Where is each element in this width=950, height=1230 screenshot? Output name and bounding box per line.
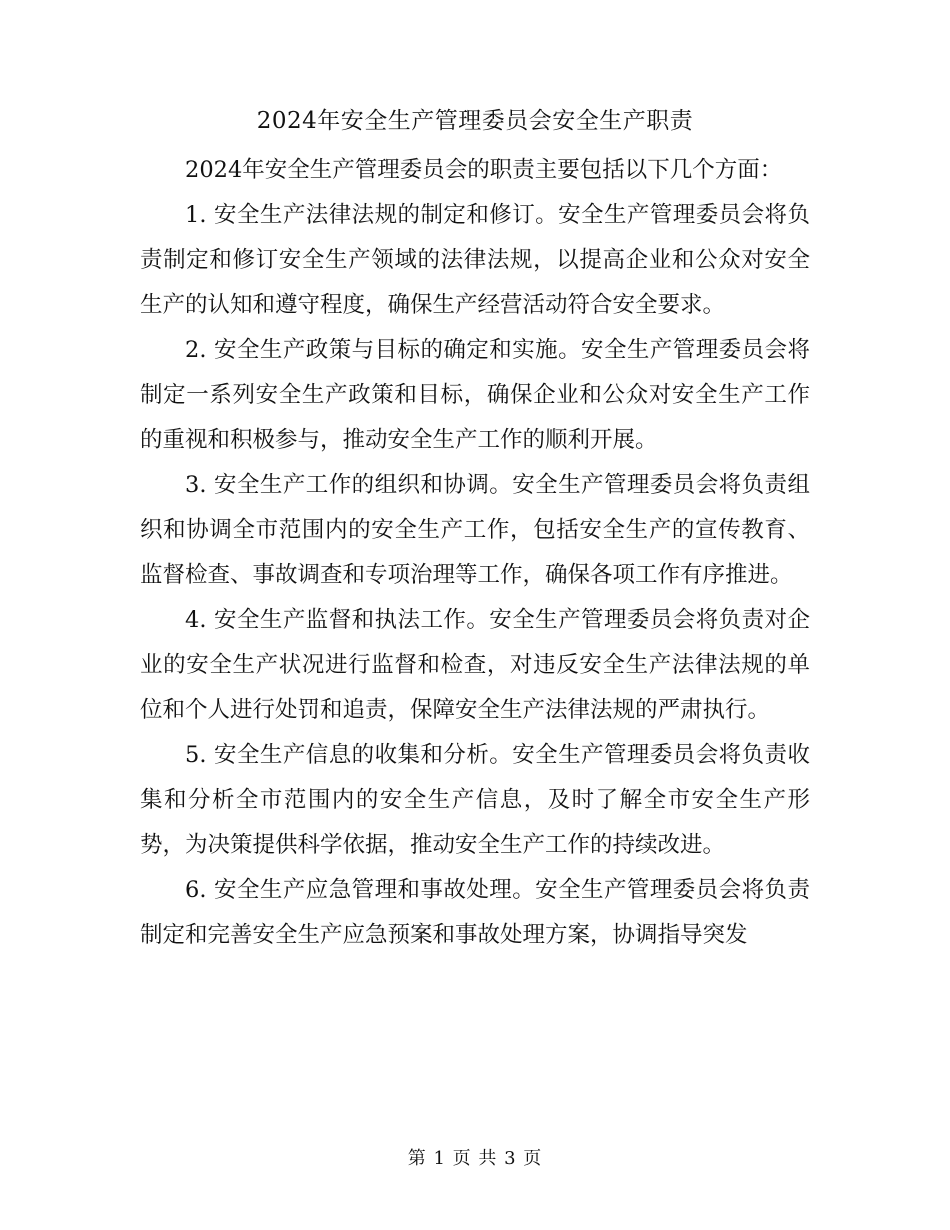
paragraph-item-3: 3. 安全生产工作的组织和协调。安全生产管理委员会将负责组织和协调全市范围内的安全生产工作，包括安全生产的宣传教育、监督检查、事故调查和专项治理等工作，确保各项工作有序推进。 <box>140 472 810 588</box>
document-title: 2024年安全生产管理委员会安全生产职责 <box>256 108 694 134</box>
intro-paragraph: 2024年安全生产管理委员会的职责主要包括以下几个方面： <box>185 157 783 183</box>
paragraph-item-5: 5. 安全生产信息的收集和分析。安全生产管理委员会将负责收集和分析全市范围内的安全生产信息，及时了解全市安全生产形势，为决策提供科学依据，推动安全生产工作的持续改进。 <box>140 742 810 858</box>
paragraph-item-4: 4. 安全生产监督和执法工作。安全生产管理委员会将负责对企业的安全生产状况进行监督和检查，对违反安全生产法律法规的单位和个人进行处罚和追责，保障安全生产法律法规的严肃执行。 <box>140 607 810 723</box>
page-number-footer: 第 1 页 共 3 页 <box>407 1148 543 1169</box>
paragraph-item-2: 2. 安全生产政策与目标的确定和实施。安全生产管理委员会将制定一系列安全生产政策和目标，确保企业和公众对安全生产工作的重视和积极参与，推动安全生产工作的顺利开展。 <box>140 337 810 453</box>
paragraph-item-6: 6. 安全生产应急管理和事故处理。安全生产管理委员会将负责制定和完善安全生产应急预案和事故处理方案，协调指导突发 <box>140 877 810 948</box>
paragraph-item-1: 1. 安全生产法律法规的制定和修订。安全生产管理委员会将负责制定和修订安全生产领域的法律法规，以提高企业和公众对安全生产的认知和遵守程度，确保生产经营活动符合安全要求。 <box>140 202 810 318</box>
document-body <box>140 148 810 958</box>
